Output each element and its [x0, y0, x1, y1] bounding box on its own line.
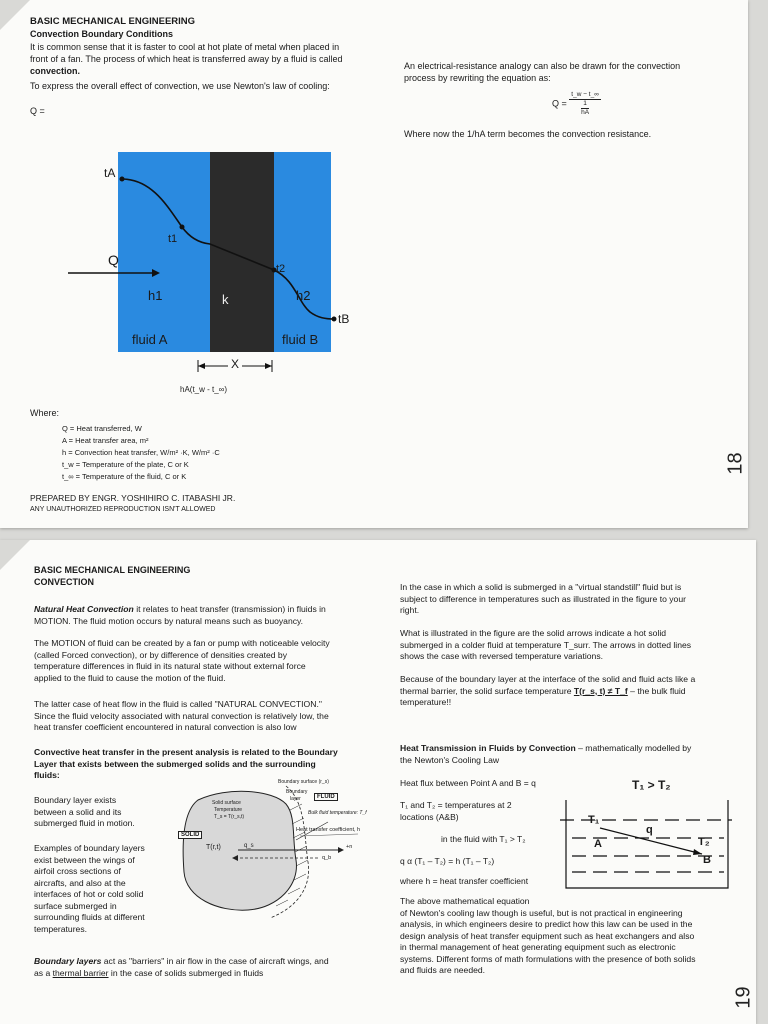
denominator-bottom: hA	[581, 109, 590, 116]
intro-line: front of a fan. The process of which heat is transferred away by a fluid is called	[30, 54, 343, 64]
hatch-line	[292, 818, 304, 824]
illustration-paragraph	[400, 628, 745, 663]
paragraph-line: temperature differences in fluid in its natural state without external force	[34, 661, 306, 671]
label-htc: Heat transfer coefficient, h	[296, 827, 361, 833]
paragraph-line: in thermal management of heat generating equipment such as electronic	[400, 942, 676, 952]
folded-corner	[0, 540, 30, 570]
analogy-line: process by rewriting the equation as:	[404, 73, 551, 83]
examples-paragraph	[34, 843, 174, 935]
paragraph-line	[34, 968, 379, 980]
paragraph-line: submerged in a colder fluid at temperature T_surr. The arrows in dotted lines	[400, 639, 692, 650]
dimension-arrow-head	[265, 363, 272, 369]
virtual-standstill-paragraph	[400, 582, 745, 617]
label-solid: SOLID	[178, 831, 202, 839]
paragraph-line: surrounding fluids at different	[34, 912, 145, 922]
paragraph-line: the Newton's Cooling Law	[400, 754, 500, 765]
paragraph-line: (called Forced convection), or by difference of densities created by	[34, 649, 288, 660]
paragraph-line	[34, 956, 379, 968]
label-ta: tA	[104, 166, 116, 180]
paragraph-line: Since the fluid velocity associated with natural convection is relatively low, the	[34, 710, 329, 721]
section-subheading: Convection Boundary Conditions	[30, 29, 173, 39]
point-tb	[332, 317, 337, 322]
boundary-layer-diagram	[178, 780, 378, 920]
newton-law-line: To express the overall effect of convection, we use Newton's law of cooling:	[30, 81, 330, 91]
temperatures-line: T₁ and T₂ = temperatures at 2	[400, 800, 512, 810]
fraction-denominator	[581, 100, 589, 117]
definition-line: t_∞ = Temperature of the fluid, C or K	[62, 472, 187, 481]
q-equation: Q =	[30, 106, 45, 116]
paragraph-line: and fluids are needed.	[400, 965, 486, 975]
paragraph-line: MOTION. The fluid motion occurs by natural means such as buoyancy.	[34, 615, 304, 626]
paragraph-line: subject to difference in temperatures such as illustrated in the figure to your	[400, 593, 686, 604]
label-boundary: Boundary	[286, 789, 308, 795]
line-text: – mathematically modelled by	[575, 743, 692, 753]
motion-paragraph	[34, 638, 374, 684]
thermal-barrier-term: thermal barrier	[52, 967, 109, 978]
temperatures-line: locations (A&B)	[400, 812, 459, 822]
label-tb: tB	[338, 312, 350, 326]
label-k: k	[222, 292, 229, 307]
line-text: as a	[34, 967, 53, 978]
fluid-b-region	[274, 152, 331, 352]
fraction-numerator: t_w − t_∞	[571, 91, 599, 98]
label-t2: T₂	[698, 836, 710, 848]
hatch-line	[288, 888, 300, 894]
folded-corner	[0, 0, 30, 30]
equation-lhs: Q =	[552, 98, 567, 109]
label-trt: T(r,t)	[206, 844, 221, 851]
barriers-paragraph	[34, 956, 379, 979]
paragraph-line: Examples of boundary layers	[34, 843, 145, 853]
tank-title: T₁ > T₂	[632, 778, 671, 792]
intro-line: It is common sense that it is faster to cool at hot plate of metal when placed in	[30, 42, 340, 52]
paragraph-line: The MOTION of fluid can be created by a fan or pump with noticeable velocity	[34, 638, 330, 648]
paragraph-line: interfaces of hot or cold solid	[34, 889, 144, 899]
hatch-line	[295, 846, 307, 852]
label-qb: q_b	[322, 855, 332, 861]
where-label: Where:	[30, 408, 60, 418]
label-t1: t1	[168, 233, 178, 245]
label-q: q	[646, 824, 653, 836]
paragraph-line: applied to the fluid to cause the motion of the fluid.	[34, 672, 226, 683]
flux-arrow-head	[693, 849, 702, 855]
paragraph-line: surface submerged in	[34, 900, 117, 911]
resistance-note: Where now the 1/hA term becomes the convection resistance.	[404, 129, 652, 139]
paragraph-line: submerged fluid in motion.	[34, 818, 135, 828]
label-h1: h1	[148, 288, 163, 303]
formula-caption: hA(t_w - t_∞)	[180, 385, 228, 394]
paragraph-line: What is illustrated in the figure are the solid arrows indicate a hot solid	[400, 628, 667, 638]
paragraph-line: temperature!!	[400, 697, 452, 707]
definition-line: t_w = Temperature of the plate, C or K	[62, 460, 189, 469]
boundary-layer-bold-paragraph	[34, 747, 374, 782]
q-relation: q α (T₁ – T₂) = h (T₁ – T₂)	[400, 856, 495, 866]
denominator-top: 1	[583, 100, 587, 107]
paragraph-line: Boundary layer exists	[34, 795, 117, 805]
label-solid-surface: Solid surface	[212, 800, 241, 806]
heat-transmission-term: Heat Transmission in Fluids by Convection	[400, 743, 576, 753]
reproduction-notice: ANY UNAUTHORIZED REPRODUCTION ISN'T ALLOWED	[30, 506, 216, 513]
page-number: 19	[732, 986, 755, 1009]
resistance-equation	[552, 91, 601, 117]
paragraph-line: analysis, in which engineers desire to predict how this law can be used in the	[400, 919, 693, 929]
label-fluid-a: fluid A	[132, 332, 168, 347]
line-text: – the bulk fluid	[627, 685, 686, 696]
label-bulk-temp: Bulk fluid temperature: T_f	[308, 810, 367, 816]
leader-line	[300, 834, 358, 836]
line-text: act as "barriers" in air flow in the case of aircraft wings, and	[101, 956, 329, 966]
paragraph-line: Because of the boundary layer at the interface of the solid and fluid acts like a	[400, 674, 696, 684]
paragraph-line: heat transfer coefficient encountered in natural convection is also low	[34, 722, 297, 732]
newton-law-practicality-paragraph	[400, 896, 745, 977]
thermal-barrier-paragraph	[400, 674, 745, 709]
normal-arrow-head	[338, 847, 344, 853]
line-text: thermal barrier, the solid surface temperature	[400, 685, 574, 696]
definition-line: Q = Heat transferred, W	[62, 424, 142, 433]
label-n: +n	[346, 844, 353, 850]
natural-convection-paragraph	[34, 604, 374, 627]
section-subheading: CONVECTION	[34, 577, 95, 587]
convection-wall-diagram	[60, 152, 360, 382]
heat-flux-line: Heat flux between Point A and B = q	[400, 778, 536, 788]
label-a: A	[594, 838, 602, 850]
prepared-by: PREPARED BY ENGR. YOSHIHIRO C. ITABASHI JR.	[30, 493, 236, 503]
surface-temperature-term: T(r_s, t) ≠ T_f	[573, 685, 628, 696]
label-b: B	[703, 854, 711, 866]
where-h-line: where h = heat transfer coefficient	[400, 876, 529, 886]
point-t1	[180, 225, 185, 230]
fluid-tank-diagram	[556, 776, 736, 896]
point-ta	[120, 177, 125, 182]
label-temperature: Temperature	[214, 807, 243, 813]
label-t2: t2	[276, 263, 286, 275]
intro-line: convection.	[30, 66, 81, 76]
wall-region	[210, 152, 274, 352]
paragraph-line: shows the case with reversed temperature variations.	[400, 651, 604, 661]
boundary-layers-term: Boundary layers	[34, 956, 102, 966]
paragraph-line	[34, 604, 374, 616]
paragraph-line: design analysis of heat transfer equipment such as heat exchangers and also	[400, 930, 695, 941]
analogy-line: An electrical-resistance analogy can also be drawn for the convection	[404, 61, 681, 71]
paragraph-line: right.	[400, 605, 420, 615]
page-number: 18	[724, 452, 747, 475]
in-fluid-line: in the fluid with T₁ > T₂	[441, 834, 526, 844]
label-h2: h2	[296, 288, 311, 303]
convection-wall-svg	[60, 152, 360, 382]
label-x: X	[228, 357, 242, 371]
paragraph-line: airfoil cross sections of	[34, 866, 121, 876]
label-fluid: FLUID	[314, 793, 338, 801]
paragraph-line: of Newton's cooling law though is useful, but is not practical in engineering	[400, 907, 683, 918]
definition-line: A = Heat transfer area, m²	[62, 436, 149, 445]
dimension-arrow-head	[198, 363, 205, 369]
equation-fraction	[569, 91, 601, 117]
definition-line: h = Convection heat transfer, W/m² ·K, W/m² ·C	[62, 448, 220, 457]
line-text: it relates to heat transfer (transmission) in fluids in	[133, 604, 326, 614]
paragraph-line: exist between the wings of	[34, 854, 135, 865]
label-surface-temp: T_s = T(r_s,t)	[214, 814, 245, 820]
paragraph-line: In the case in which a solid is submerged in a "virtual standstill" fluid but is	[400, 582, 682, 592]
paragraph-line: temperatures.	[34, 923, 88, 934]
paragraph-line: aircrafts, and also at the	[34, 877, 126, 888]
page-heading: BASIC MECHANICAL ENGINEERING	[30, 16, 196, 27]
fluid-a-region	[118, 152, 210, 352]
hatch-line	[276, 900, 288, 906]
paragraph-line	[400, 686, 745, 698]
paragraph-line: The latter case of heat flow in the fluid is called "NATURAL CONVECTION."	[34, 699, 322, 709]
latter-paragraph	[34, 699, 374, 734]
handout-page-2	[0, 540, 756, 1024]
label-q: Q	[108, 252, 119, 268]
page-heading: BASIC MECHANICAL ENGINEERING	[34, 565, 191, 575]
paragraph-line: systems. Different forms of math formulations with the presence of both solids	[400, 953, 696, 964]
label-layer: layer	[290, 796, 301, 802]
heat-transmission-heading	[400, 743, 745, 766]
natural-convection-term: Natural Heat Convection	[34, 604, 134, 614]
hatch-line	[296, 860, 308, 866]
label-fluid-b: fluid B	[282, 332, 319, 347]
paragraph-line: between a solid and its	[34, 806, 122, 817]
label-boundary-surface: Boundary surface (r_s)	[278, 779, 329, 785]
paragraph-line: Layer that exists between the submerged solids and the surrounding	[34, 758, 316, 769]
paragraph-line: fluids:	[34, 770, 60, 780]
paragraph-line	[400, 743, 745, 755]
paragraph-line: Convective heat transfer in the present analysis is related to the Boundary	[34, 747, 338, 757]
boundary-exists-paragraph	[34, 795, 174, 830]
label-qs: q_s	[244, 843, 254, 849]
paragraph-line: The above mathematical equation	[400, 896, 530, 906]
label-t1: T₁	[588, 814, 600, 826]
line-text: in the case of solids submerged in fluids	[108, 967, 264, 978]
